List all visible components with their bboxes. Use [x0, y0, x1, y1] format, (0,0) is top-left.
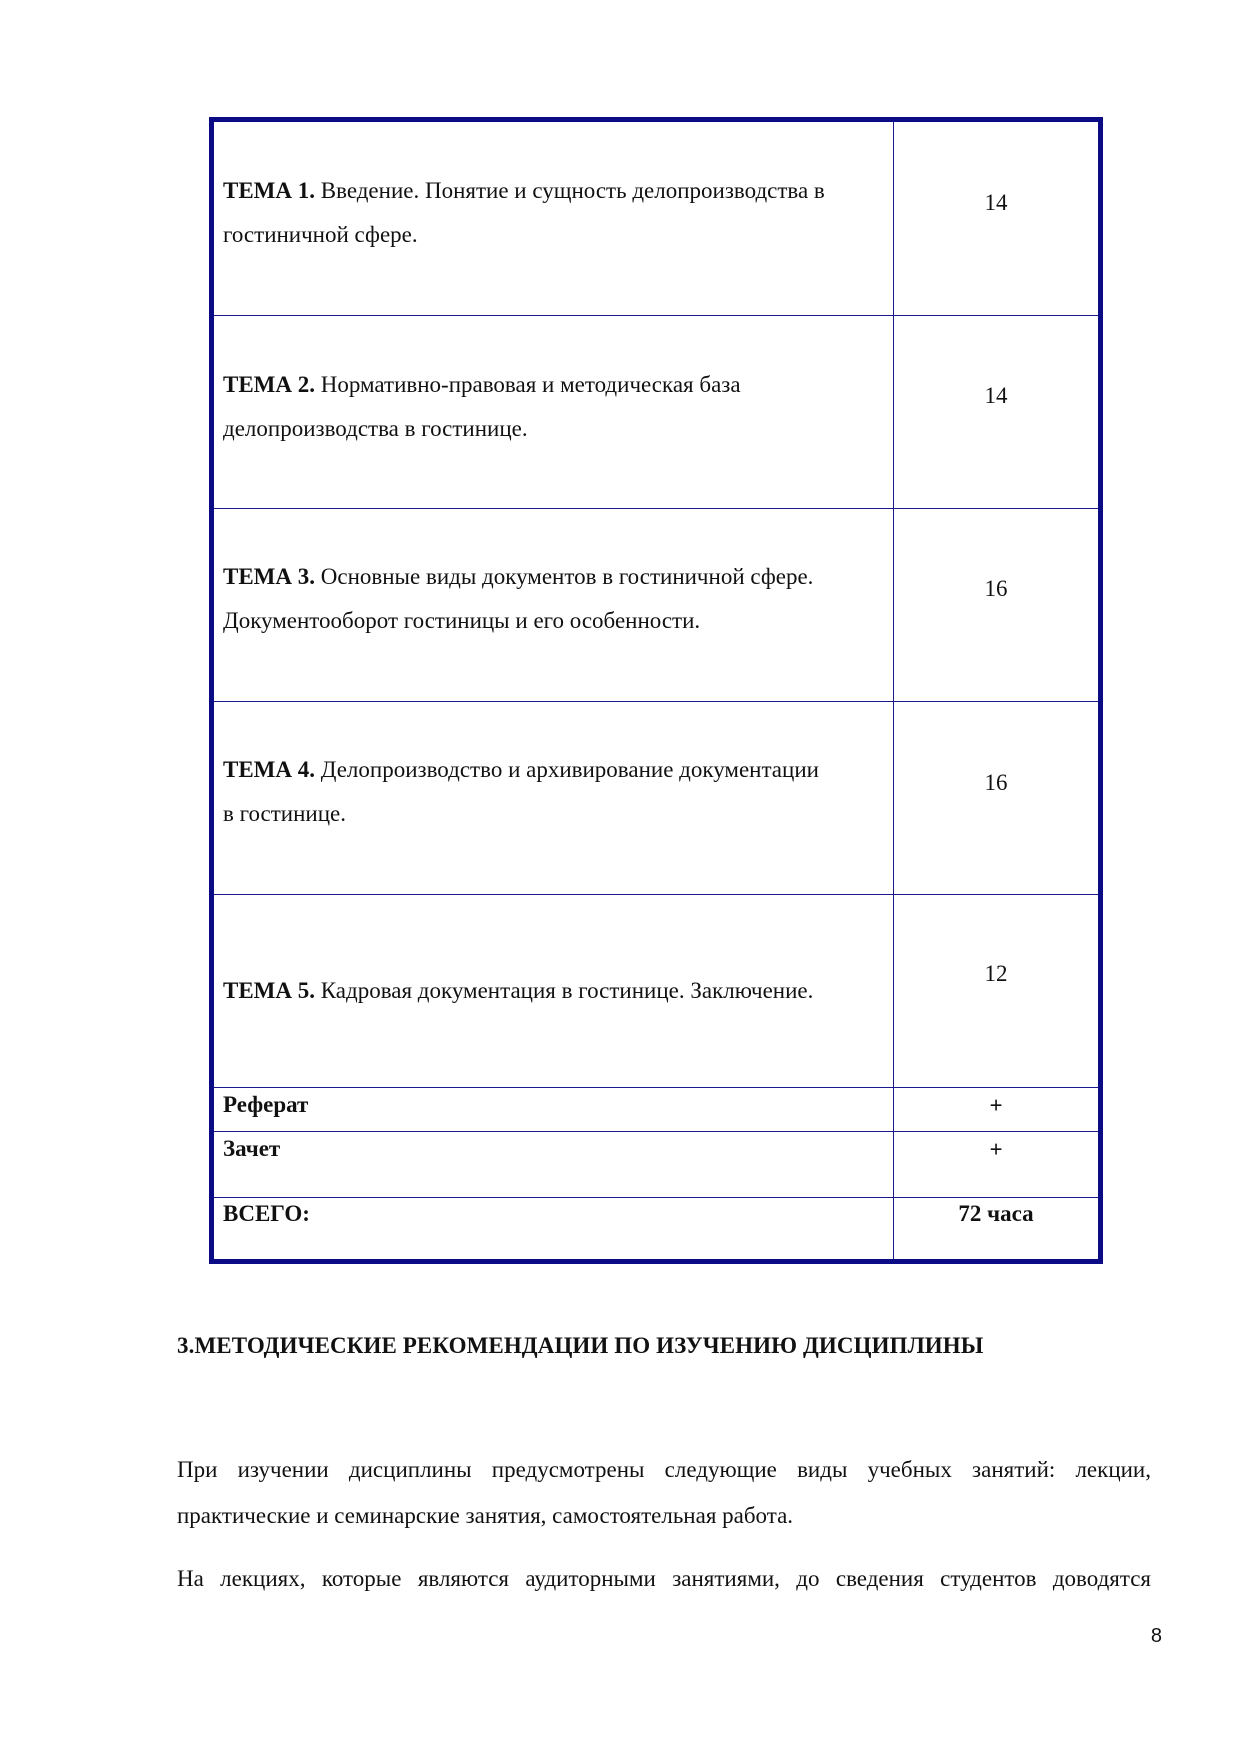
zachet-label: Зачет [223, 1136, 281, 1161]
hours-cell: 14 [984, 190, 1008, 215]
total-value: 72 часа [958, 1201, 1034, 1226]
hours-cell: 12 [984, 961, 1008, 986]
column-divider [893, 122, 894, 315]
topic-label: ТЕМА 4. [223, 757, 315, 782]
paragraph-1-line-1: При изучении дисциплины предусмотрены следующие виды учебных занятий: лекции, [177, 1457, 1151, 1482]
page-number: 8 [1150, 1625, 1162, 1647]
column-divider [893, 702, 894, 894]
topics-table [209, 117, 1103, 1264]
section-heading: 3.МЕТОДИЧЕСКИЕ РЕКОМЕНДАЦИИ ПО ИЗУЧЕНИЮ ДИСЦИПЛИНЫ [177, 1333, 984, 1358]
table-row-total [214, 1198, 1098, 1259]
topic-text-line2: гостиничной сфере. [223, 222, 418, 247]
column-divider [893, 509, 894, 701]
paragraph-2-line-1: На лекциях, которые являются аудиторными занятиями, до сведения студентов доводятся [177, 1566, 1151, 1591]
topic-cell [223, 363, 883, 451]
topic-text-line2: в гостинице. [223, 801, 346, 826]
topic-cell [223, 555, 883, 643]
hours-cell: 16 [984, 770, 1008, 795]
hours-cell: 14 [984, 383, 1008, 408]
table-row-referat [214, 1088, 1098, 1132]
topic-label: ТЕМА 1. [223, 178, 315, 203]
paragraph-1-line-2: практические и семинарские занятия, самостоятельная работа. [177, 1503, 794, 1528]
topic-text-line2: делопроизводства в гостинице. [223, 416, 528, 441]
table-row [214, 702, 1098, 895]
column-divider [893, 316, 894, 508]
topic-text-line1: Введение. Понятие и сущность делопроизводства в [320, 178, 825, 203]
topic-label: ТЕМА 3. [223, 564, 315, 589]
topic-cell [223, 969, 883, 1013]
table-row [214, 895, 1098, 1088]
table-row-zachet [214, 1132, 1098, 1198]
topic-cell [223, 169, 883, 257]
referat-value: + [989, 1093, 1003, 1118]
column-divider [893, 895, 894, 1087]
topic-text-line1: Нормативно-правовая и методическая база [320, 372, 741, 397]
total-label: ВСЕГО: [223, 1201, 310, 1226]
hours-cell: 16 [984, 576, 1008, 601]
topic-text-line1: Основные виды документов в гостиничной сфере. [320, 564, 814, 589]
table-row [214, 122, 1098, 316]
referat-label: Реферат [223, 1092, 309, 1117]
topic-cell [223, 748, 883, 836]
zachet-value: + [989, 1137, 1003, 1162]
topic-label: ТЕМА 2. [223, 372, 315, 397]
topic-text-line2: Документооборот гостиницы и его особенности. [223, 608, 701, 633]
table-row [214, 509, 1098, 702]
topic-text-line1: Кадровая документация в гостинице. Заключение. [320, 978, 814, 1003]
table-row [214, 316, 1098, 509]
paragraph-2 [177, 1556, 1151, 1602]
topic-label: ТЕМА 5. [223, 978, 315, 1003]
topic-text-line1: Делопроизводство и архивирование документации [320, 757, 819, 782]
paragraph-1 [177, 1447, 1151, 1539]
